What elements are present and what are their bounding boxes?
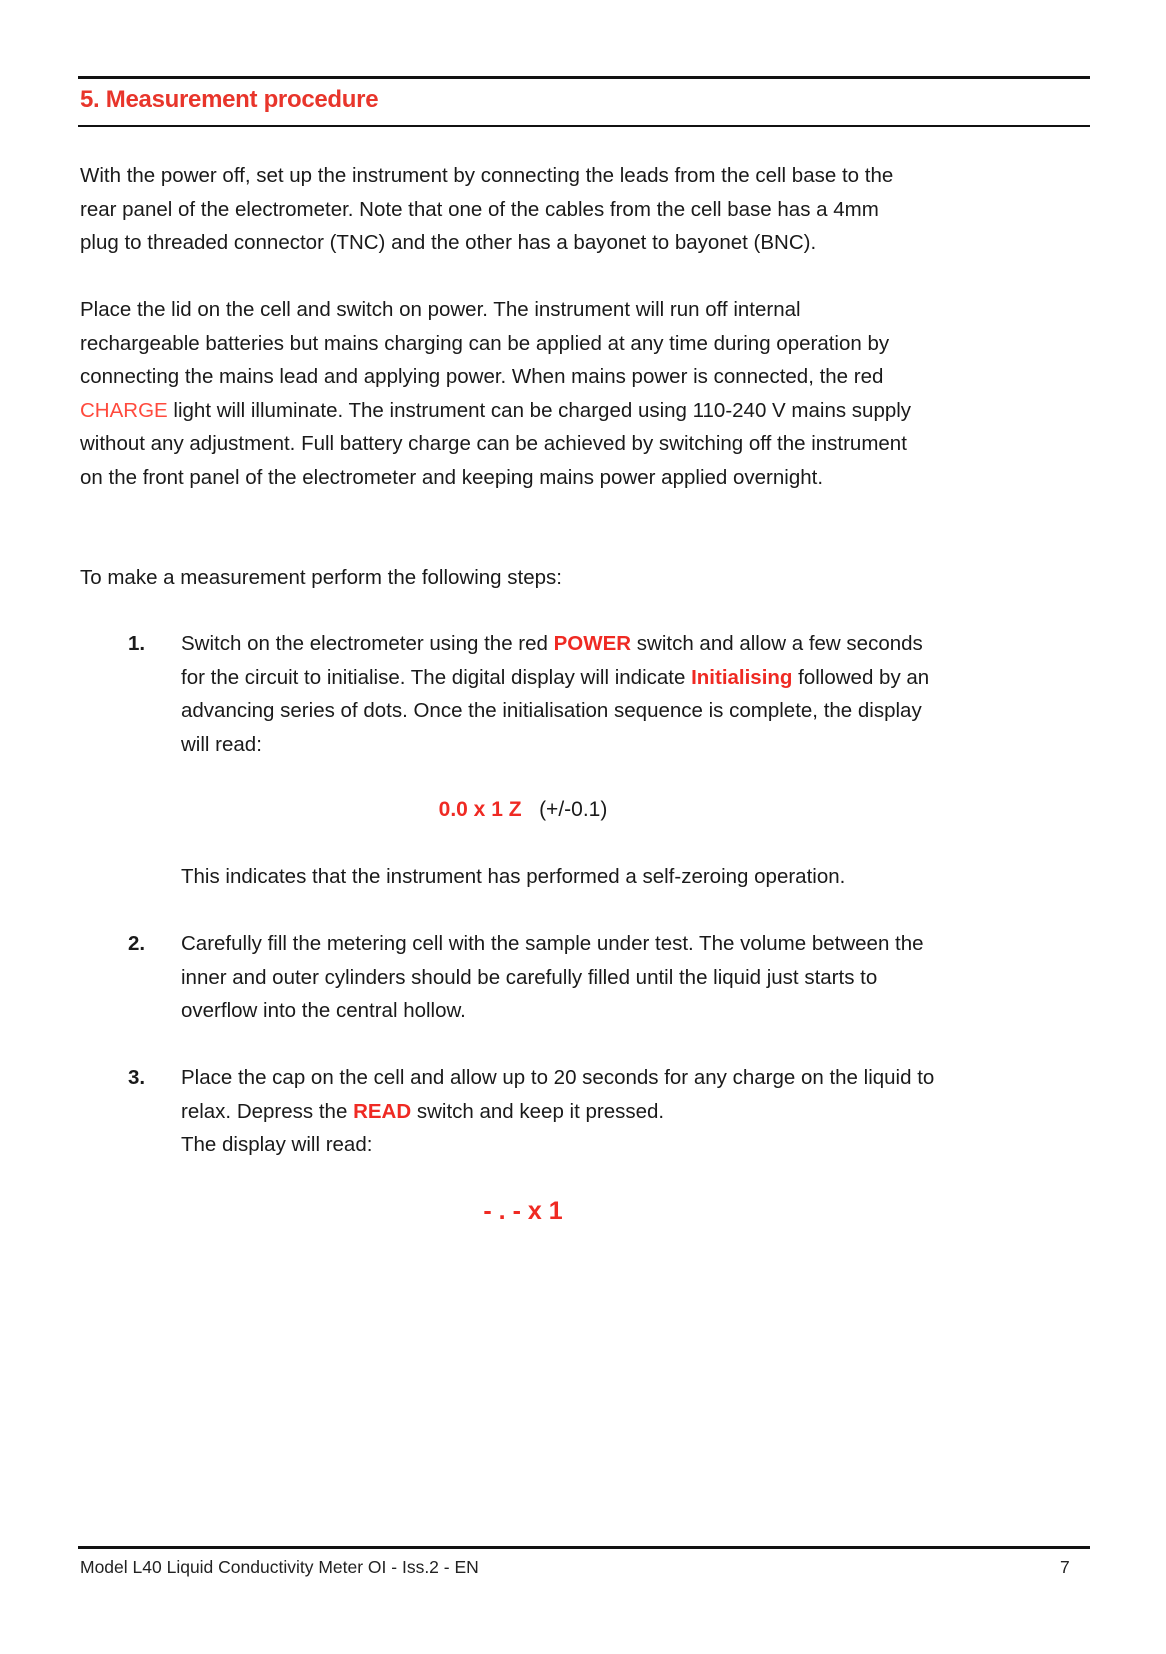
step-1-text-c: followed by an advancing series of dots. Once the initialisation sequence is complete, the display will read: xyxy=(181,665,930,756)
intro-paragraph-2-text-b: light will illuminate. The instrument can be charged using 110-240 V mains supply without any adjustment. Full battery charge can be achieved by switching off the instrument on the front panel of the electrometer and keeping mains power applied overnight. xyxy=(80,398,912,489)
step-1-display-reading: 0.0 x 1 Z xyxy=(438,798,522,821)
power-label: POWER xyxy=(553,632,632,655)
step-1-display xyxy=(0,793,1046,827)
step-1-text-a: Switch on the electrometer using the red xyxy=(181,632,554,655)
step-2-number: 2. xyxy=(128,932,146,955)
charge-label: CHARGE xyxy=(80,398,168,422)
header-bottom-rule xyxy=(78,125,1090,127)
intro-paragraph-3-text: To make a measurement perform the following steps: xyxy=(80,566,562,589)
step-3-text-a: Place the cap on the cell and allow up to 20 seconds for any charge on the liquid to relax. Depress the xyxy=(181,1066,935,1123)
step-3-display-reading: - . - x 1 xyxy=(483,1197,563,1225)
step-3-display xyxy=(0,1194,1046,1230)
intro-paragraph-3 xyxy=(80,561,960,595)
footer-document-title: Model L40 Liquid Conductivity Meter OI - Iss.2 - EN xyxy=(80,1557,479,1577)
step-3-text xyxy=(181,1061,941,1128)
step-1-text xyxy=(181,627,941,761)
step-3-display-intro: The display will read: xyxy=(181,1133,373,1156)
step-2-text: Carefully fill the metering cell with the sample under test. The volume between the inner and outer cylinders should be carefully filled until the liquid just starts to overflow into the central hollow. xyxy=(181,932,924,1022)
step-1-followup: This indicates that the instrument has performed a self-zeroing operation. xyxy=(181,865,846,888)
footer-rule xyxy=(78,1546,1090,1549)
intro-paragraph-1-text: With the power off, set up the instrument by connecting the leads from the cell base to the rear panel of the electrometer. Note that one of the cables from the cell base has a 4mm plug to threaded connector (TNC) and the other has a bayonet to bayonet (BNC). xyxy=(80,164,894,254)
read-label: READ xyxy=(353,1099,412,1123)
footer-page-number: 7 xyxy=(1060,1557,1070,1577)
intro-paragraph-2-text-a: Place the lid on the cell and switch on power. The instrument will run off internal rechargeable batteries but mains charging can be applied at any time during operation by connecting the mains lead and applying power. When mains power is connected, the red xyxy=(80,298,890,388)
step-1-text-b: switch and allow a few seconds for the circuit to initialise. The digital display will indicate xyxy=(181,632,923,689)
step-1-number: 1. xyxy=(128,632,146,655)
step-3-number: 3. xyxy=(128,1066,146,1089)
step-3-text-b: switch and keep it pressed. xyxy=(411,1099,665,1123)
intro-paragraph-1 xyxy=(80,159,910,260)
step-1-display-tolerance: (+/-0.1) xyxy=(539,798,608,821)
header-top-rule xyxy=(78,76,1090,79)
section-heading: 5. Measurement procedure xyxy=(80,86,379,113)
intro-paragraph-2 xyxy=(80,293,925,494)
initialising-label: Initialising xyxy=(691,665,793,689)
